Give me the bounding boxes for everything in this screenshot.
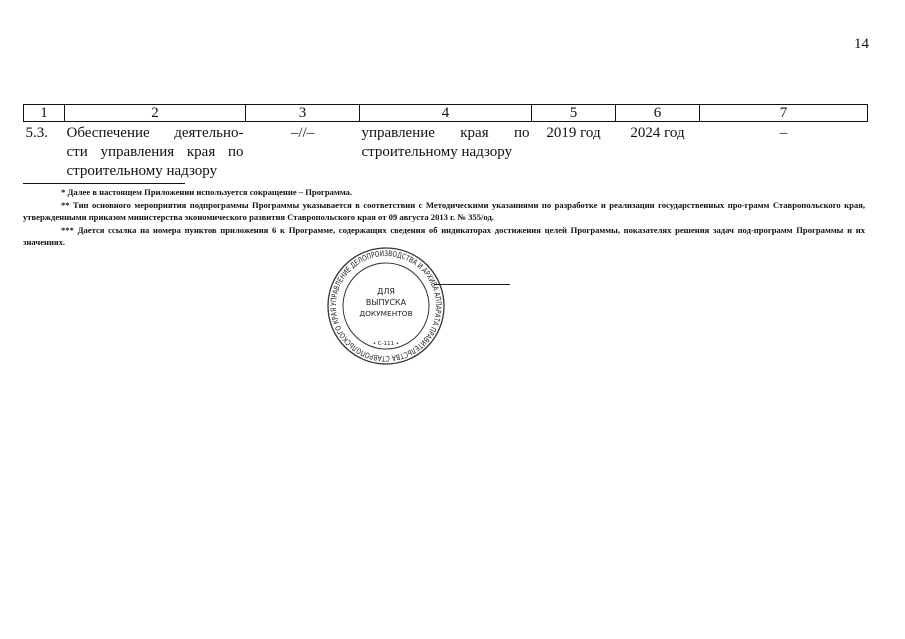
footnote-3: *** Дается ссылка на номера пунктов приложения 6 к Программе, содержащих сведения об индикаторах достижения целей Программы, показателях решения задач под-программ Программы и их значениях.	[23, 224, 865, 247]
header-cell-6: 6	[616, 105, 700, 122]
stamp-outer-text: УПРАВЛЕНИЕ ДЕЛОПРОИЗВОДСТВА И АРХИВА АППАРАТА ПРАВИТЕЛЬСТВА СТАВРОПОЛЬСКОГО КРАЯ	[328, 248, 444, 364]
stamp-inner-line-3: ДОКУМЕНТОВ	[359, 309, 413, 318]
row-measure-type: –//–	[290, 125, 315, 141]
row-start-year: 2019 год	[546, 125, 601, 141]
stamp-code: • С-111 •	[372, 341, 400, 347]
stamp-inner-line-1: ДЛЯ	[377, 287, 395, 296]
header-cell-2: 2	[65, 105, 246, 122]
row-indicator-link: –	[779, 125, 788, 141]
header-cell-5: 5	[532, 105, 616, 122]
header-row	[24, 105, 868, 122]
header-cell-7: 7	[700, 105, 868, 122]
footnotes	[23, 186, 865, 249]
signature-line	[434, 284, 510, 285]
header-cell-3: 3	[246, 105, 360, 122]
program-table	[23, 104, 868, 181]
row-executor: управление края по строительному надзору	[361, 125, 530, 160]
table-row	[24, 122, 868, 182]
stamp-inner-line-2: ВЫПУСКА	[365, 298, 407, 307]
row-number: 5.3.	[25, 125, 48, 141]
header-cell-4: 4	[360, 105, 532, 122]
official-stamp	[326, 246, 446, 366]
footnote-separator	[23, 183, 185, 184]
footnote-1: * Далее в настоящем Приложении используется сокращение – Программа.	[61, 187, 353, 197]
header-cell-1: 1	[24, 105, 65, 122]
row-end-year: 2024 год	[630, 125, 685, 141]
footnote-2: ** Тип основного мероприятия подпрограммы Программы указывается в соответствии с Методическими указаниями по разработке и реализации государственных про-грамм Ставропольского края, утвержденными приказом министерства экономического развития Ставропольского края от 09 августа 2013 г. № 355/од.	[23, 199, 865, 222]
page-number: 14	[854, 36, 869, 52]
row-measure-name: Обеспечение деятельно-сти управления края по строительному надзору	[66, 125, 244, 179]
